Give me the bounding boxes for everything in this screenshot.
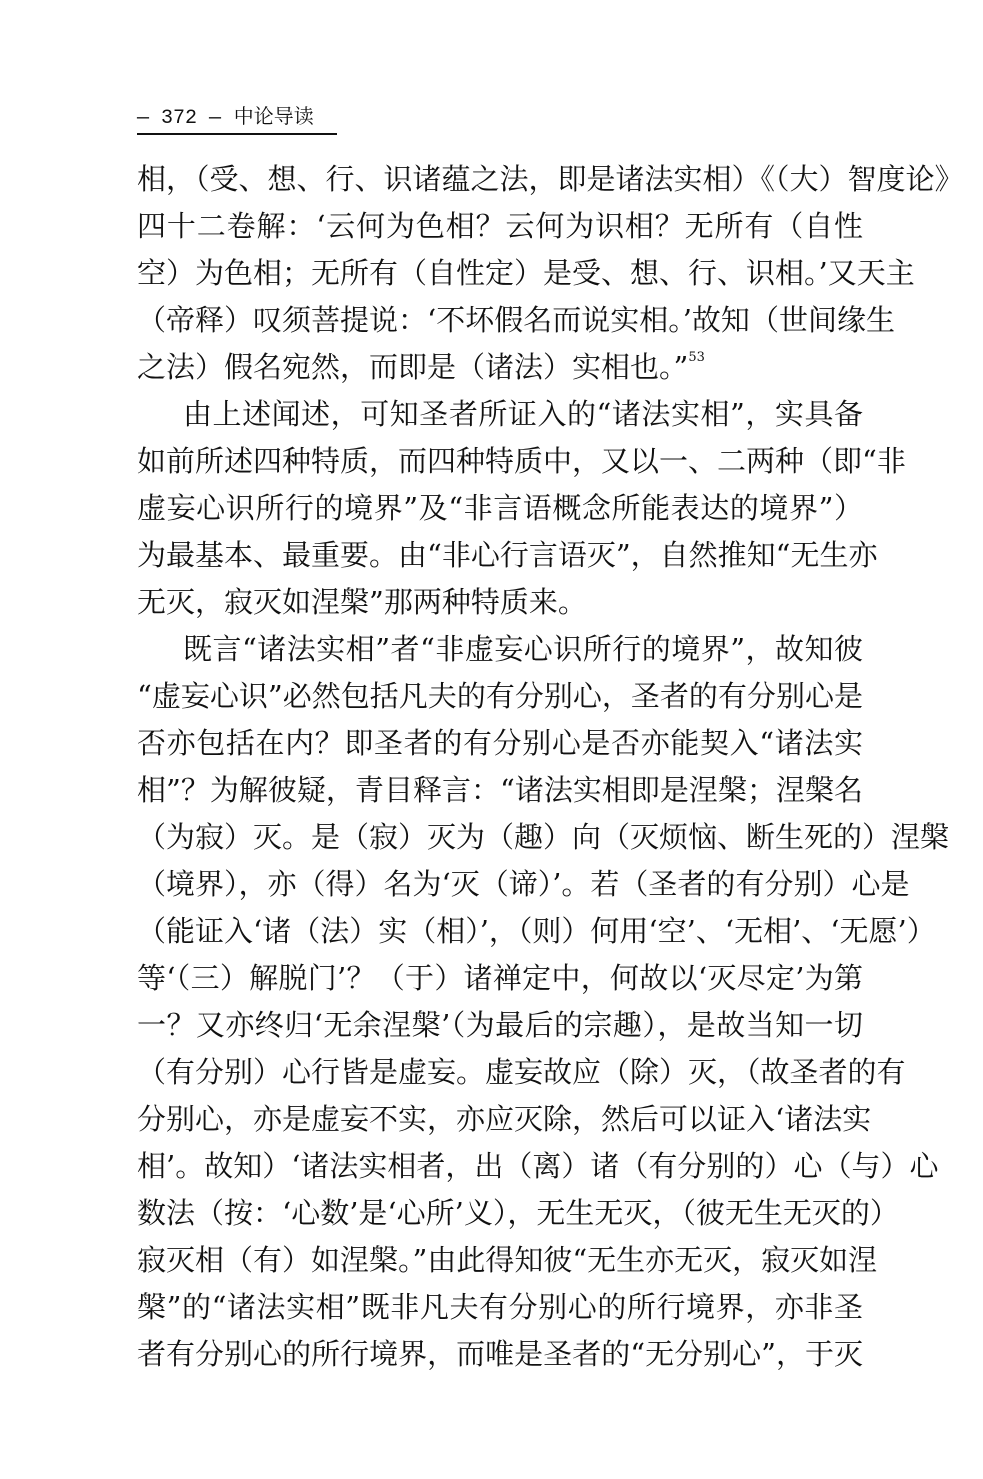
running-header [137, 100, 337, 135]
book-title: 中论导读 [233, 104, 314, 128]
text-line: 寂灭相（有）如涅槃。”由此得知彼“无生亦无灭，寂灭如涅 [137, 1243, 878, 1277]
text-line: 否亦包括在内？即圣者的有分别心是否亦能契入“诸法实 [137, 726, 863, 760]
text-line: 分别心，亦是虚妄不实，亦应灭除，然后可以证入‘诸法实 [137, 1102, 872, 1136]
page-number: — 372 — [137, 107, 222, 130]
text-line: 无灭，寂灭如涅槃”那两种特质来。 [137, 585, 587, 619]
text-line: 相，（受、想、行、识诸蕴之法，即是诸法实相）《（大）智度论》 [137, 162, 964, 196]
text-line: 一？又亦终归‘无余涅槃’（为最后的宗趣），是故当知一切 [137, 1008, 863, 1042]
text-line: 槃”的“诸法实相”既非凡夫有分别心的所行境界，亦非圣 [137, 1290, 863, 1324]
text-line: “虚妄心识”必然包括凡夫的有分别心，圣者的有分别心是 [137, 679, 863, 713]
text-line: （境界），亦（得）名为‘灭（谛）’。若（圣者的有分别）心是 [137, 867, 910, 901]
text-line: 为最基本、最重要。由“非心行言语灭”，自然推知“无生亦 [137, 538, 878, 572]
text-line: 由上述闻述，可知圣者所证入的“诸法实相”，实具备 [183, 397, 863, 431]
text-line: 四十二卷解：‘云何为色相？云何为识相？无所有（自性 [137, 209, 863, 243]
text-line: 虚妄心识所行的境界”及“非言语概念所能表达的境界”） [137, 491, 863, 525]
text-line: 如前所述四种特质，而四种特质中，又以一、二两种（即“非 [137, 444, 906, 478]
text-line: 既言“诸法实相”者“非虚妄心识所行的境界”，故知彼 [183, 632, 863, 666]
text-line: 空）为色相；无所有（自性定）是受、想、行、识相。’又天主 [137, 256, 915, 290]
footnote-marker: 53 [688, 350, 705, 365]
body-text [137, 156, 964, 1378]
text-line: （为寂）灭。是（寂）灭为（趣）向（灭烦恼、断生死的）涅槃 [137, 820, 950, 854]
text-line: （帝释）叹须菩提说：‘不坏假名而说实相。’故知（世间缘生 [137, 303, 895, 337]
text-line: 相’。故知）‘诸法实相者，出（离）诸（有分别的）心（与）心 [137, 1149, 939, 1183]
text-line: 等‘（三）解脱门’？（于）诸禅定中，何故以‘灭尽定’为第 [137, 961, 863, 995]
text-line: 相”？为解彼疑，青目释言：“诸法实相即是涅槃；涅槃名 [137, 773, 863, 807]
text-line: 数法（按：‘心数’是‘心所’义），无生无灭，（彼无生无灭的） [137, 1196, 899, 1230]
text-line: 者有分别心的所行境界，而唯是圣者的“无分别心”，于灭 [137, 1337, 863, 1371]
text-line [137, 344, 863, 391]
text-line: （有分别）心行皆是虚妄。虚妄故应（除）灭，（故圣者的有 [137, 1055, 906, 1089]
text-line-content: 之法）假名宛然，而即是（诸法）实相也。” [137, 350, 689, 384]
text-line: （能证入‘诸（法）实（相）’，（则）何用‘空’、‘无相’、‘无愿’） [137, 914, 936, 948]
